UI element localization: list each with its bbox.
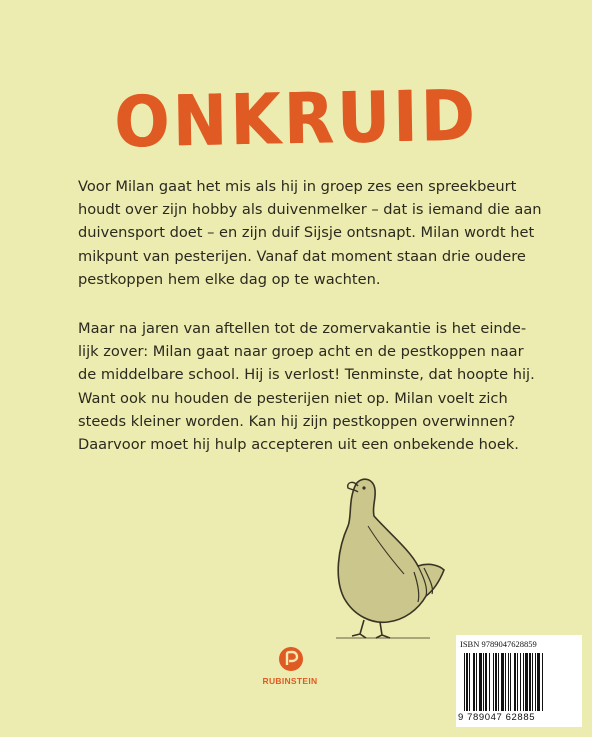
publisher-logo: [262, 646, 318, 706]
pigeon-illustration: [318, 470, 448, 645]
blurb-line: lijk zover: Milan gaat naar groep acht en de pestkoppen naar: [78, 343, 524, 361]
blurb-line: pestkoppen hem elke dag op te wachten.: [78, 270, 381, 288]
isbn-barcode: [456, 635, 582, 727]
blurb-line: Want ook nu houden de pesterijen niet op. Milan voelt zich: [78, 389, 508, 407]
blurb-paragraph-1: [78, 175, 542, 291]
blurb-line: duivensport doet – en zijn duif Sijsje ontsnapt. Milan wordt het: [78, 224, 535, 242]
blurb-line: Daarvoor moet hij hulp accepteren uit een onbekende hoek.: [78, 436, 519, 454]
isbn-label: ISBN 9789047628859: [460, 639, 537, 649]
barcode-bars: [464, 653, 576, 711]
blurb-line: de middelbare school. Hij is verlost! Tenminste, dat hoopte hij.: [78, 366, 535, 384]
blurb-line: mikpunt van pesterijen. Vanaf dat moment staan drie oudere: [78, 247, 526, 265]
blurb-line: Maar na jaren van aftellen tot de zomervakantie is het einde-: [78, 320, 527, 337]
blurb-line: Voor Milan gaat het mis als hij in groep zes een spreekbeurt: [78, 178, 517, 195]
publisher-name: RUBINSTEIN: [262, 676, 318, 686]
barcode-digits: 9 789047 62885: [458, 712, 536, 723]
blurb-paragraph-2: [78, 317, 535, 456]
rubinstein-logo-icon: [278, 646, 304, 672]
blurb-line: steeds kleiner worden. Kan hij zijn pestkoppen overwinnen?: [78, 412, 516, 430]
blurb-line: houdt over zijn hobby als duivenmelker – dat is iemand die aan: [78, 201, 542, 219]
book-title: ONKRUID: [113, 74, 479, 164]
